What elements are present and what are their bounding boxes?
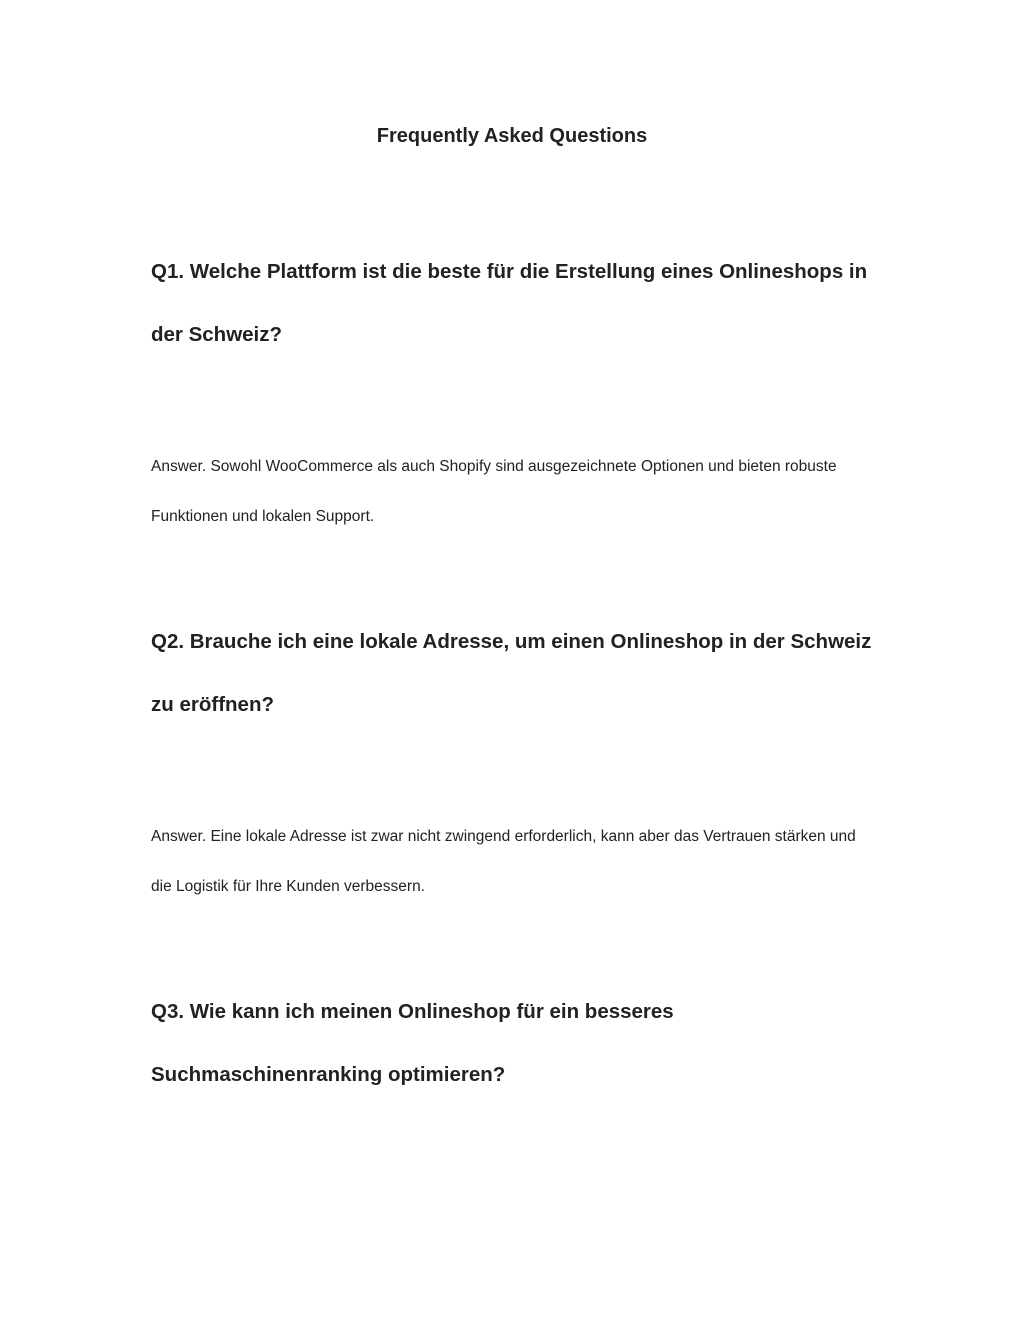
faq-question-2: Q2. Brauche ich eine lokale Adresse, um einen Onlineshop in der Schweiz zu eröffnen?: [151, 630, 872, 716]
faq-question-3: Q3. Wie kann ich meinen Onlineshop für ein besseres Suchmaschinenranking optimieren?: [151, 1000, 674, 1086]
page-title: Frequently Asked Questions: [376, 125, 648, 147]
faq-answer-2: Answer. Eine lokale Adresse ist zwar nicht zwingend erforderlich, kann aber das Vertrauen stärken und die Logistik für Ihre Kunden verbessern.: [151, 828, 856, 895]
faq-question-1: Q1. Welche Plattform ist die beste für die Erstellung eines Onlineshops in der Schweiz?: [151, 260, 868, 346]
faq-answer-1: Answer. Sowohl WooCommerce als auch Shopify sind ausgezeichnete Optionen und bieten robuste Funktionen und lokalen Support.: [151, 458, 837, 525]
